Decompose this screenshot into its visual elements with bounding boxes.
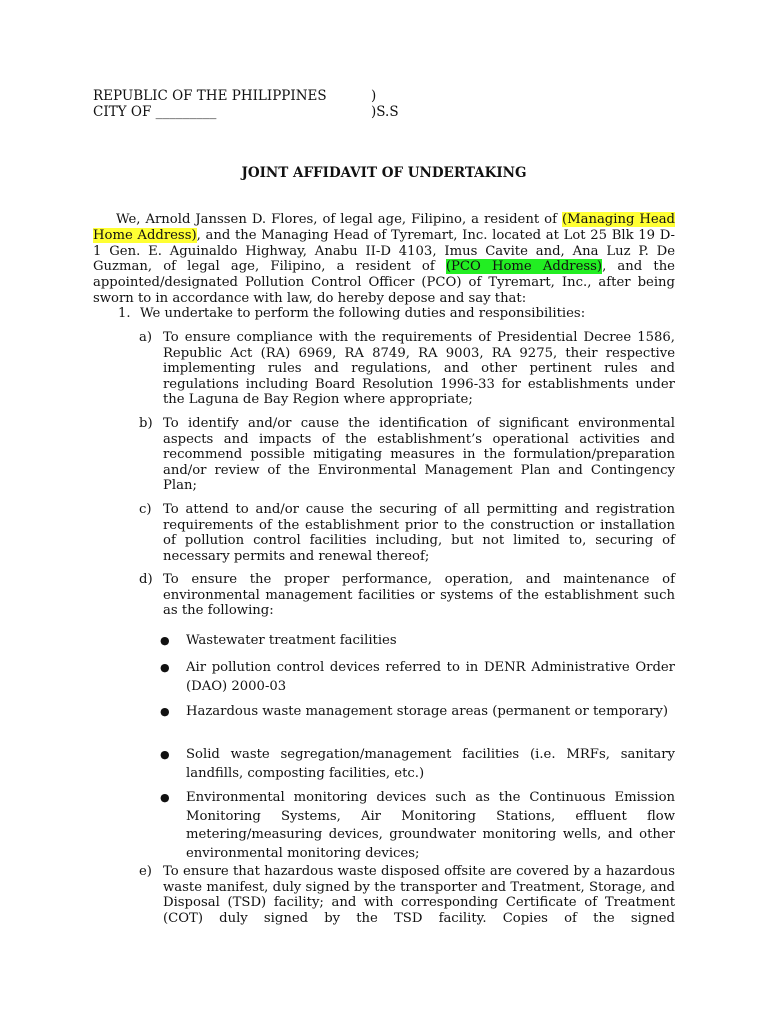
subitem-letter: a) — [139, 330, 153, 345]
subitem-letter: d) — [139, 572, 153, 587]
intro-text-1: We, Arnold Janssen D. Flores, of legal age, Filipino, a resident of — [116, 212, 562, 227]
bullet-icon: ● — [160, 791, 170, 804]
bullet-icon: ● — [160, 661, 170, 674]
item-text: We undertake to perform the following duties and responsibilities: — [140, 306, 586, 321]
highlight-pco-address: (PCO Home Address) — [445, 259, 603, 275]
bullet-icon: ● — [160, 748, 170, 761]
header-paren: ) — [371, 88, 377, 104]
intro-text-2: , and the Managing Head of Tyremart, Inc. located at Lot 25 Blk 19 D-1 Gen. E. Aguinaldo Highway, Anabu II-D 4103, Imus Cavite and, Ana Luz P. De Guzman, of legal age, Filipino, a resident of — [93, 227, 675, 275]
bullet-text: Air pollution control devices referred to in DENR Administrative Order (DAO) 2000-03 — [186, 660, 675, 694]
subitem-text: To attend to and/or cause the securing of all permitting and registration requirements of the establishment prior to the construction or installation of pollution control facilities including, but not limited to, securing of necessary permits and renewal thereof; — [163, 502, 675, 564]
subitem-letter: c) — [139, 502, 152, 517]
subitem-text: To ensure the proper performance, operation, and maintenance of environmental management facilities or systems of the establishment such as the following: — [163, 572, 675, 619]
document-title: JOINT AFFIDAVIT OF UNDERTAKING — [241, 165, 527, 181]
bullet-icon: ● — [160, 705, 170, 718]
bullet-text: Solid waste segregation/management facilities (i.e. MRFs, sanitary landfills, composting facilities, etc.) — [186, 747, 675, 781]
item-number: 1. — [118, 306, 131, 321]
header-ss: )S.S — [371, 104, 399, 120]
intro-paragraph — [93, 212, 675, 307]
bullet-text: Hazardous waste management storage areas (permanent or temporary) — [186, 704, 669, 719]
header-city: CITY OF _________ — [93, 104, 217, 120]
bullet-icon: ● — [160, 634, 170, 647]
bullet-text: Environmental monitoring devices such as the Continuous Emission Monitoring Systems, Air Monitoring Stations, effluent flow metering/measuring devices, groundwater monitoring wells, and other environmental monitoring devices; — [186, 790, 675, 861]
subitem-letter: b) — [139, 416, 153, 431]
intro-text-3: , and the appointed/designated Pollution Control Officer (PCO) of Tyremart, Inc., after being sworn to in accordance with law, do hereby depose and say that: — [93, 259, 675, 306]
subitem-text: To ensure that hazardous waste disposed offsite are covered by a hazardous waste manifest, duly signed by the transporter and Treatment, Storage, and Disposal (TSD) facility; and with corresponding Certificate of Treatment (COT) duly signed by the TSD facility. Copies of the signed — [163, 864, 675, 926]
subitem-text: To ensure compliance with the requirements of Presidential Decree 1586, Republic Act (RA) 6969, RA 8749, RA 9003, RA 9275, their respective implementing rules and regulations, and other pertinent rules and regulations including Board Resolution 1996-33 for establishments under the Laguna de Bay Region where appropriate; — [163, 330, 675, 408]
header-republic: REPUBLIC OF THE PHILIPPINES — [93, 88, 327, 104]
subitem-text: To identify and/or cause the identification of significant environmental aspects and impacts of the establishment’s operational activities and recommend possible mitigating measures in the formulation/preparation and/or review of the Environmental Management Plan and Contingency Plan; — [163, 416, 675, 494]
highlight-managing-head-address: (Managing Head Home Address) — [93, 212, 675, 243]
subitem-letter: e) — [139, 864, 152, 879]
bullet-text: Wastewater treatment facilities — [186, 633, 397, 648]
